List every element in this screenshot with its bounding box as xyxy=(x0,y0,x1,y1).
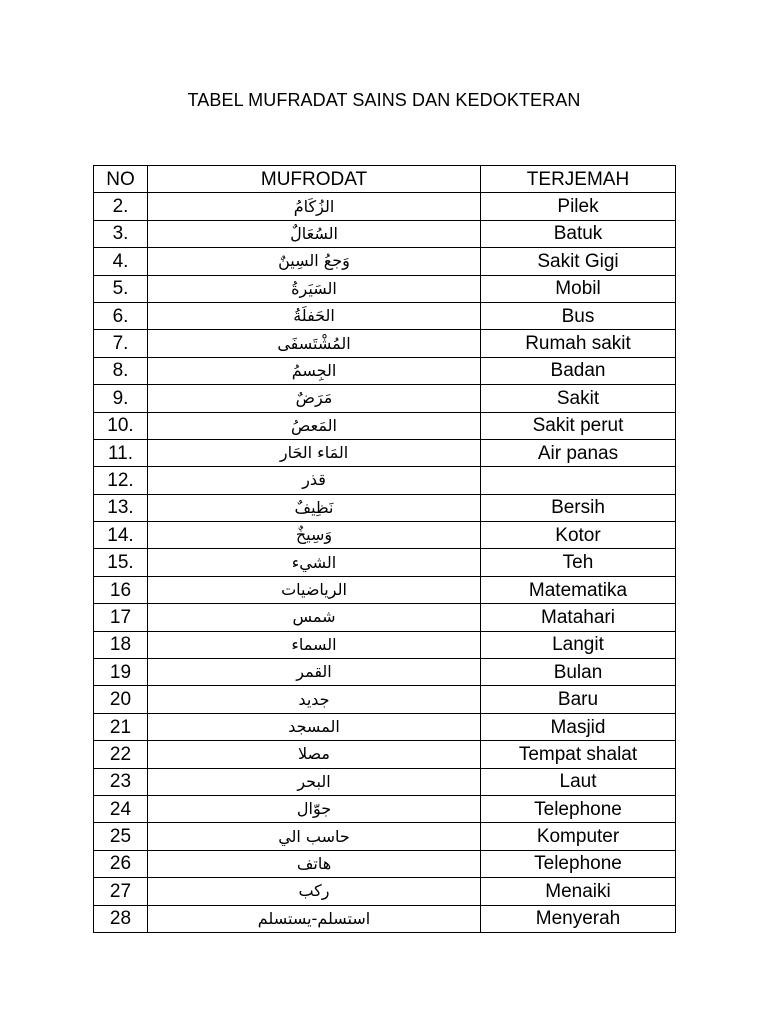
cell-terjemah: Komputer xyxy=(481,823,676,850)
table-row xyxy=(94,248,676,275)
cell-mufrodat: الحَفلَةُ xyxy=(148,302,481,329)
cell-terjemah: Langit xyxy=(481,631,676,658)
cell-terjemah: Masjid xyxy=(481,713,676,740)
cell-terjemah: Sakit Gigi xyxy=(481,248,676,275)
cell-terjemah: Pilek xyxy=(481,193,676,220)
cell-mufrodat: حاسب الي xyxy=(148,823,481,850)
cell-no: 20 xyxy=(94,686,148,713)
table-row xyxy=(94,549,676,576)
cell-mufrodat: الزُكَامُ xyxy=(148,193,481,220)
cell-mufrodat: الجِسمُ xyxy=(148,357,481,384)
cell-no: 16 xyxy=(94,576,148,603)
cell-terjemah: Baru xyxy=(481,686,676,713)
cell-no: 11. xyxy=(94,439,148,466)
cell-terjemah: Teh xyxy=(481,549,676,576)
table-row xyxy=(94,275,676,302)
cell-mufrodat: السَيَرةُ xyxy=(148,275,481,302)
cell-no: 4. xyxy=(94,248,148,275)
cell-mufrodat: الشيء xyxy=(148,549,481,576)
table-row xyxy=(94,220,676,247)
table-row xyxy=(94,686,676,713)
table-body xyxy=(94,193,676,933)
cell-no: 25 xyxy=(94,823,148,850)
table-row xyxy=(94,385,676,412)
table-header-row xyxy=(94,166,676,193)
cell-no: 7. xyxy=(94,330,148,357)
cell-no: 12. xyxy=(94,467,148,494)
cell-mufrodat: ركب xyxy=(148,878,481,905)
cell-mufrodat: استسلم-يستسلم xyxy=(148,905,481,932)
cell-terjemah: Telephone xyxy=(481,850,676,877)
cell-no: 23 xyxy=(94,768,148,795)
cell-no: 17 xyxy=(94,604,148,631)
header-mufrodat: MUFRODAT xyxy=(148,166,481,193)
cell-terjemah: Mobil xyxy=(481,275,676,302)
table-row xyxy=(94,795,676,822)
cell-mufrodat: جوّال xyxy=(148,795,481,822)
cell-no: 9. xyxy=(94,385,148,412)
cell-no: 10. xyxy=(94,412,148,439)
cell-no: 26 xyxy=(94,850,148,877)
table-row xyxy=(94,576,676,603)
cell-no: 3. xyxy=(94,220,148,247)
cell-no: 22 xyxy=(94,741,148,768)
cell-terjemah: Matematika xyxy=(481,576,676,603)
cell-terjemah: Kotor xyxy=(481,522,676,549)
cell-no: 28 xyxy=(94,905,148,932)
cell-terjemah: Air panas xyxy=(481,439,676,466)
cell-terjemah: Bulan xyxy=(481,659,676,686)
cell-terjemah: Menaiki xyxy=(481,878,676,905)
cell-mufrodat: المَعصُ xyxy=(148,412,481,439)
cell-terjemah: Bersih xyxy=(481,494,676,521)
table-row xyxy=(94,850,676,877)
table-row xyxy=(94,713,676,740)
table-row xyxy=(94,604,676,631)
table-row xyxy=(94,741,676,768)
cell-no: 21 xyxy=(94,713,148,740)
table-row xyxy=(94,193,676,220)
cell-mufrodat: وَسِيخٌ xyxy=(148,522,481,549)
cell-terjemah: Sakit xyxy=(481,385,676,412)
cell-mufrodat: المَاء الحَار xyxy=(148,439,481,466)
cell-terjemah xyxy=(481,467,676,494)
table-row xyxy=(94,631,676,658)
cell-mufrodat: البحر xyxy=(148,768,481,795)
table-row xyxy=(94,823,676,850)
cell-mufrodat: وَجعُ السِينٌ xyxy=(148,248,481,275)
cell-mufrodat: السُعَالٌ xyxy=(148,220,481,247)
table-row xyxy=(94,467,676,494)
cell-no: 8. xyxy=(94,357,148,384)
cell-mufrodat: السماء xyxy=(148,631,481,658)
cell-terjemah: Tempat shalat xyxy=(481,741,676,768)
cell-no: 24 xyxy=(94,795,148,822)
table-row xyxy=(94,768,676,795)
cell-terjemah: Menyerah xyxy=(481,905,676,932)
cell-no: 18 xyxy=(94,631,148,658)
table-row xyxy=(94,905,676,932)
cell-terjemah: Matahari xyxy=(481,604,676,631)
cell-terjemah: Sakit perut xyxy=(481,412,676,439)
header-terjemah: TERJEMAH xyxy=(481,166,676,193)
cell-no: 6. xyxy=(94,302,148,329)
cell-mufrodat: المُشْتَسفَى xyxy=(148,330,481,357)
table-row xyxy=(94,439,676,466)
document-title: TABEL MUFRADAT SAINS DAN KEDOKTERAN xyxy=(187,90,581,110)
table-row xyxy=(94,357,676,384)
cell-mufrodat: قذر xyxy=(148,467,481,494)
cell-no: 5. xyxy=(94,275,148,302)
table-row xyxy=(94,659,676,686)
cell-terjemah: Bus xyxy=(481,302,676,329)
cell-mufrodat: مصلا xyxy=(148,741,481,768)
table-row xyxy=(94,412,676,439)
cell-mufrodat: المسجد xyxy=(148,713,481,740)
cell-mufrodat: مَرَضٌ xyxy=(148,385,481,412)
cell-no: 14. xyxy=(94,522,148,549)
cell-mufrodat: الرياضيات xyxy=(148,576,481,603)
cell-mufrodat: هاتف xyxy=(148,850,481,877)
table-row xyxy=(94,878,676,905)
table-row xyxy=(94,302,676,329)
cell-no: 27 xyxy=(94,878,148,905)
vocabulary-table xyxy=(93,165,676,933)
header-no: NO xyxy=(94,166,148,193)
cell-mufrodat: جديد xyxy=(148,686,481,713)
cell-mufrodat: القمر xyxy=(148,659,481,686)
cell-mufrodat: نَظِيفٌ xyxy=(148,494,481,521)
cell-terjemah: Rumah sakit xyxy=(481,330,676,357)
cell-no: 13. xyxy=(94,494,148,521)
cell-terjemah: Telephone xyxy=(481,795,676,822)
cell-terjemah: Laut xyxy=(481,768,676,795)
cell-terjemah: Batuk xyxy=(481,220,676,247)
cell-no: 19 xyxy=(94,659,148,686)
cell-terjemah: Badan xyxy=(481,357,676,384)
cell-mufrodat: شمس xyxy=(148,604,481,631)
cell-no: 2. xyxy=(94,193,148,220)
table-row xyxy=(94,330,676,357)
cell-no: 15. xyxy=(94,549,148,576)
table-row xyxy=(94,494,676,521)
table-row xyxy=(94,522,676,549)
